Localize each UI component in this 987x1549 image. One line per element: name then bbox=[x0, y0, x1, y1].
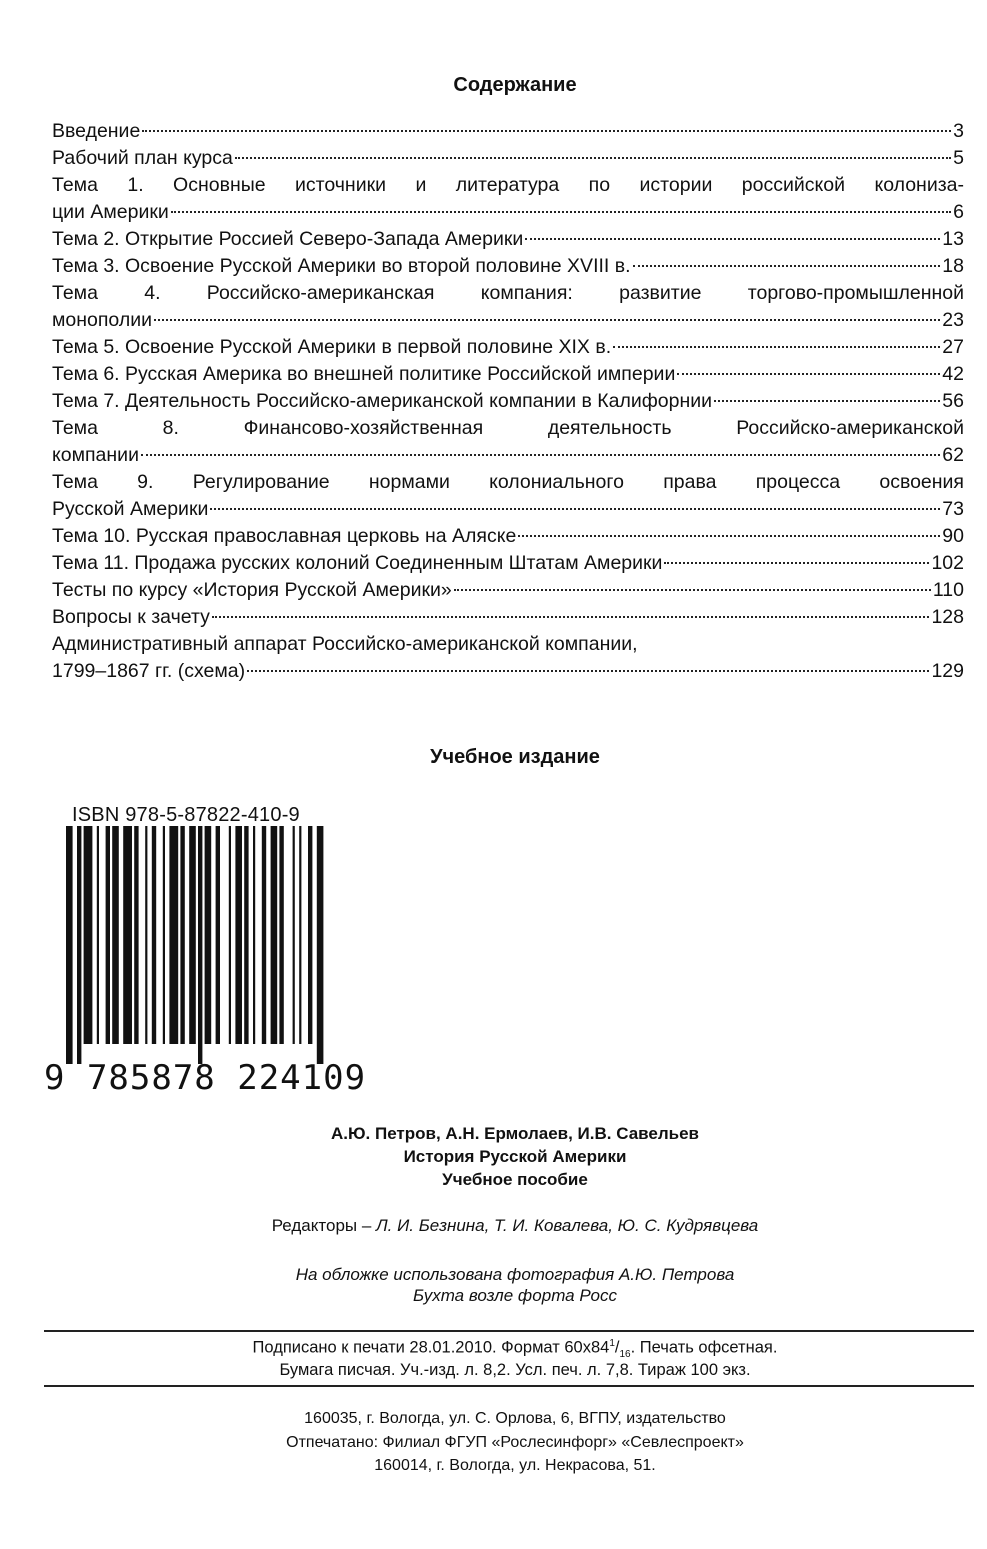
print-info-line2: Бумага писчая. Уч.-изд. л. 8,2. Усл. печ. л. 7,8. Тираж 100 экз. bbox=[279, 1361, 751, 1379]
isbn-text: ISBN 978-5-87822-410-9 bbox=[72, 804, 300, 826]
toc-entry-page: 27 bbox=[942, 336, 964, 358]
toc-entry bbox=[52, 199, 964, 226]
format-sup: 1 bbox=[609, 1338, 615, 1349]
toc-leader-dots bbox=[247, 670, 929, 672]
toc-entry-text: 1799–1867 гг. (схема) bbox=[52, 660, 246, 682]
toc-entry-page: 102 bbox=[931, 552, 964, 574]
editors bbox=[0, 1216, 987, 1236]
toc-entry bbox=[52, 388, 964, 415]
toc-entry bbox=[52, 145, 964, 172]
toc-entry-page: 23 bbox=[942, 309, 964, 331]
authors: А.Ю. Петров, А.Н. Ермолаев, И.В. Савельев bbox=[331, 1124, 699, 1143]
toc-leader-dots bbox=[141, 454, 940, 456]
toc-entry-text: Вопросы к зачету bbox=[52, 606, 210, 628]
toc-leader-dots bbox=[613, 346, 940, 348]
toc-entry-text: Тема 10. Русская православная церковь на Аляске bbox=[52, 525, 517, 547]
toc-title: Содержание bbox=[453, 74, 577, 96]
toc-entry-text: Тесты по курсу «История Русской Америки» bbox=[52, 579, 452, 601]
toc-entry-page: 6 bbox=[953, 201, 964, 223]
edition-heading: Учебное издание bbox=[430, 746, 600, 768]
toc-entry-text: Тема 2. Открытие Россией Северо-Запада Америки bbox=[52, 228, 524, 250]
toc-leader-dots bbox=[142, 130, 951, 132]
format-sub: 16 bbox=[619, 1348, 631, 1360]
toc-entry bbox=[52, 550, 964, 577]
toc-leader-dots bbox=[212, 616, 930, 618]
toc-leader-dots bbox=[525, 238, 940, 240]
publisher-address: 160035, г. Вологда, ул. С. Орлова, 6, ВГПУ, издательство bbox=[304, 1410, 726, 1427]
toc-entry bbox=[52, 361, 964, 388]
toc-entry-text: Тема 11. Продажа русских колоний Соединенным Штатам Америки bbox=[52, 552, 663, 574]
toc-leader-dots bbox=[235, 157, 951, 159]
cover-photo-credit: На обложке использована фотография А.Ю. Петрова bbox=[295, 1265, 735, 1284]
toc-entry-text: Тема 6. Русская Америка во внешней политике Российской империи bbox=[52, 363, 676, 385]
toc-entry-page: 5 bbox=[953, 147, 964, 169]
editors-names: Л. И. Безнина, Т. И. Ковалева, Ю. С. Кудрявцева bbox=[376, 1216, 759, 1235]
toc-entry bbox=[52, 253, 964, 280]
toc-entry-page: 129 bbox=[931, 660, 964, 682]
toc-leader-dots bbox=[518, 535, 940, 537]
toc-entry bbox=[52, 604, 964, 631]
toc-entry bbox=[52, 307, 964, 334]
toc-entry-page: 3 bbox=[953, 120, 964, 142]
toc-entry-text: Рабочий план курса bbox=[52, 147, 233, 169]
toc-entry-text: компании bbox=[52, 444, 139, 466]
editors-label: Редакторы – bbox=[271, 1216, 377, 1235]
toc-entry bbox=[52, 523, 964, 550]
toc-entry bbox=[52, 442, 964, 469]
toc-entry bbox=[52, 496, 964, 523]
cover-photo-caption: Бухта возле форта Росс bbox=[413, 1286, 617, 1305]
toc-entry-page: 73 bbox=[942, 498, 964, 520]
toc-leader-dots bbox=[154, 319, 940, 321]
print-info-text: . Печать офсетная. bbox=[630, 1338, 778, 1357]
toc-entry-text: Русской Америки bbox=[52, 498, 209, 520]
toc-entry-line1: Тема 4. Российско-американская компания: развитие торгово-промышленной bbox=[52, 282, 964, 304]
toc-entry-text: Тема 5. Освоение Русской Америки в первой половине XIX в. bbox=[52, 336, 612, 358]
toc-entry-text: Тема 3. Освоение Русской Америки во второй половине XVIII в. bbox=[52, 255, 631, 277]
table-of-contents bbox=[52, 118, 964, 685]
toc-leader-dots bbox=[210, 508, 940, 510]
toc-entry-line1: Тема 9. Регулирование нормами колониального права процесса освоения bbox=[52, 471, 964, 493]
printer-name: Отпечатано: Филиал ФГУП «Рослесинфорг» «Севлеспроект» bbox=[286, 1434, 744, 1451]
toc-leader-dots bbox=[677, 373, 940, 375]
toc-entry-text: Введение bbox=[52, 120, 141, 142]
toc-entry bbox=[52, 226, 964, 253]
toc-entry-page: 110 bbox=[932, 579, 964, 601]
divider bbox=[44, 1385, 974, 1387]
toc-entry-page: 56 bbox=[942, 390, 964, 412]
barcode-digits: 9 785878 224109 bbox=[44, 1058, 367, 1098]
toc-entry bbox=[52, 577, 964, 604]
toc-entry-text: ции Америки bbox=[52, 201, 169, 223]
toc-entry bbox=[52, 118, 964, 145]
toc-entry-page: 90 bbox=[942, 525, 964, 547]
toc-entry-page: 62 bbox=[942, 444, 964, 466]
toc-entry-line1: Тема 8. Финансово-хозяйственная деятельность Российско-американской bbox=[52, 417, 964, 439]
toc-leader-dots bbox=[171, 211, 951, 213]
printer-address: 160014, г. Вологда, ул. Некрасова, 51. bbox=[374, 1457, 656, 1474]
toc-entry-page: 13 bbox=[942, 228, 964, 250]
divider bbox=[44, 1330, 974, 1332]
toc-leader-dots bbox=[633, 265, 941, 267]
toc-entry-page: 42 bbox=[942, 363, 964, 385]
toc-entry bbox=[52, 658, 964, 685]
toc-leader-dots bbox=[454, 589, 931, 591]
book-type: Учебное пособие bbox=[442, 1170, 588, 1189]
toc-leader-dots bbox=[664, 562, 929, 564]
book-title: История Русской Америки bbox=[403, 1147, 627, 1166]
toc-entry bbox=[52, 334, 964, 361]
toc-entry-page: 18 bbox=[942, 255, 964, 277]
toc-entry-text: монополии bbox=[52, 309, 153, 331]
print-info-text: Подписано к печати 28.01.2010. Формат 60x84 bbox=[252, 1338, 610, 1357]
toc-entry-line1: Тема 1. Основные источники и литература по истории российской колониза- bbox=[52, 174, 964, 196]
toc-entry-page: 128 bbox=[931, 606, 964, 628]
toc-entry-line1: Административный аппарат Российско-американской компании, bbox=[52, 633, 638, 655]
toc-entry-text: Тема 7. Деятельность Российско-американской компании в Калифорнии bbox=[52, 390, 713, 412]
print-info-line1: Подписано к печати 28.01.2010. Формат $60x84^1/_{16}$. Печать офсетная. bbox=[252, 1338, 778, 1360]
barcode-icon bbox=[64, 826, 334, 1066]
toc-leader-dots bbox=[714, 400, 940, 402]
